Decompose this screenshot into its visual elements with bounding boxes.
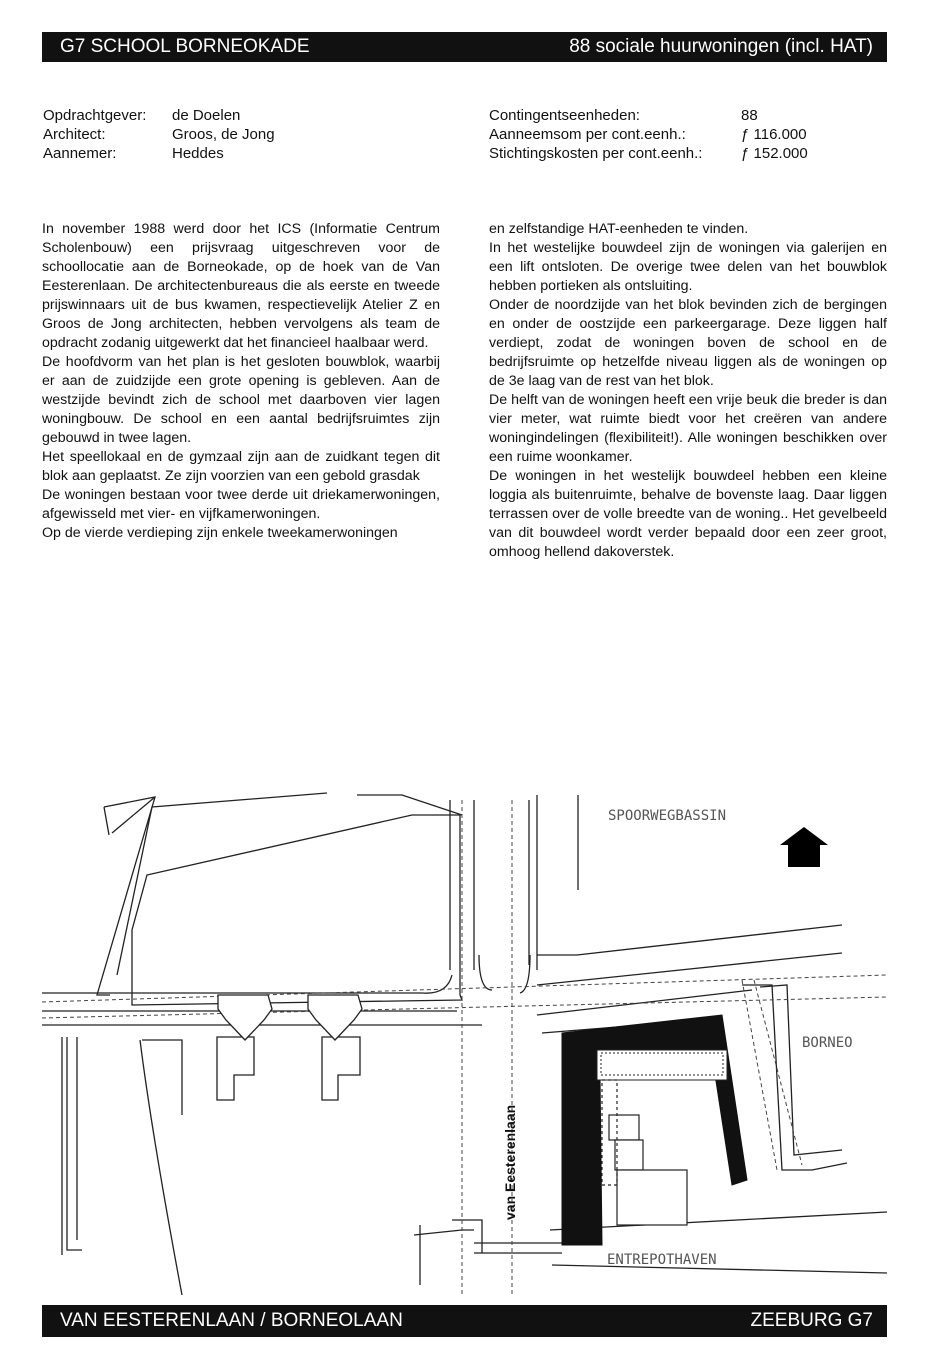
- paragraph: De woningen bestaan voor twee derde uit driekamerwoningen, afgewisseld met vier- en vijfkamerwoningen.: [42, 487, 440, 522]
- info-row: [43, 125, 343, 144]
- paragraph: en zelfstandige HAT-eenheden te vinden.: [489, 221, 749, 237]
- site-plan: [42, 775, 887, 1295]
- paragraph: De hoofdvorm van het plan is het gesloten bouwblok, waarbij er aan de zuidzijde een grote opening is gebleven. Aan de westzijde bevindt zich de school met daarboven vier lagen woningbouw. De school en een aantal bedrijfsruimtes zijn gebouwd in twee lagen.: [42, 354, 440, 446]
- paragraph: Het speellokaal en de gymzaal zijn aan de zuidkant tegen dit blok aan geplaatst. Ze zijn voorzien van een gebold grasdak: [42, 449, 440, 484]
- info-label: Opdrachtgever:: [43, 107, 147, 124]
- gym-shield-1: [218, 995, 272, 1040]
- project-title: G7 SCHOOL BORNEOKADE: [60, 36, 310, 57]
- footer-bar: [42, 1305, 887, 1337]
- info-value: Groos, de Jong: [172, 126, 275, 143]
- info-label: Aannemer:: [43, 145, 117, 162]
- info-value: de Doelen: [172, 107, 241, 124]
- info-label: Stichtingskosten per cont.eenh.:: [489, 145, 703, 162]
- entrepothaven-label: ENTREPOTHAVEN: [607, 1252, 717, 1268]
- info-value: ƒ 116.000: [741, 126, 807, 143]
- paragraph: De woningen in het westelijk bouwdeel hebben een kleine loggia als buitenruimte, behalve de bovenste laag. Daar liggen terrassen over de volle breedte van de woning.. Het gevelbeeld van dit bouwdeel wordt verder bepaald door een zeer groot, omhoog hellend dakoverstek.: [489, 468, 887, 560]
- info-value: Heddes: [172, 145, 224, 162]
- info-label: Aanneemsom per cont.eenh.:: [489, 126, 686, 143]
- body-text-right: [489, 220, 887, 562]
- info-row: [43, 144, 343, 163]
- project-info-right: [489, 106, 829, 163]
- gym-shield-2: [308, 995, 362, 1040]
- info-row: [489, 144, 829, 163]
- project-subtitle: 88 sociale huurwoningen (incl. HAT): [569, 36, 873, 57]
- paragraph: Onder de noordzijde van het blok bevinden zich de bergingen en onder de oostzijde een parkeergarage. Deze liggen half verdiept, zodat de woningen boven de school en de bedrijfsruimte op hetzelfde niveau liggen als de woningen op de 3e laag van de rest van het blok.: [489, 297, 887, 389]
- footer-district: ZEEBURG G7: [750, 1310, 873, 1331]
- info-row: [489, 106, 829, 125]
- paragraph: In het westelijke bouwdeel zijn de woningen via galerijen en een lift ontsloten. De overige twee delen van het bouwblok hebben portieken als ontsluiting.: [489, 240, 887, 294]
- info-label: Architect:: [43, 126, 106, 143]
- footer-address: VAN EESTERENLAAN / BORNEOLAAN: [60, 1310, 403, 1331]
- body-text-left: [42, 220, 440, 543]
- info-label: Contingentseenheden:: [489, 107, 640, 124]
- info-row: [489, 125, 829, 144]
- street-label: van Eesterenlaan: [502, 1104, 518, 1220]
- info-value: ƒ 152.000: [741, 145, 808, 162]
- north-arrow-icon: [780, 827, 828, 867]
- info-row: [43, 106, 343, 125]
- header-bar: [42, 32, 887, 62]
- project-info-left: [43, 106, 343, 163]
- info-value: 88: [741, 107, 758, 124]
- paragraph: In november 1988 werd door het ICS (Informatie Centrum Scholenbouw) een prijsvraag uitgeschreven voor de schoollocatie aan de Borneokade, op de hoek van de Van Eesterenlaan. De architectenbureaus die als eerste en tweede prijswinnaars uit de bus kwamen, respectievelijk Atelier Z en Groos de Jong architecten, hebben vervolgens als team de opdracht zodanig uitgewerkt dat het financieel haalbaar werd.: [42, 221, 440, 351]
- borneo-label: BORNEO: [802, 1035, 853, 1051]
- paragraph: Op de vierde verdieping zijn enkele tweekamerwoningen: [42, 525, 398, 541]
- paragraph: De helft van de woningen heeft een vrije beuk die breder is dan vier meter, wat ruimte biedt voor het creëren van andere woningindelingen (flexibiliteit!). Alle woningen beschikken over een ruime woonkamer.: [489, 392, 887, 465]
- spoorwegbassin-label: SPOORWEGBASSIN: [608, 808, 727, 824]
